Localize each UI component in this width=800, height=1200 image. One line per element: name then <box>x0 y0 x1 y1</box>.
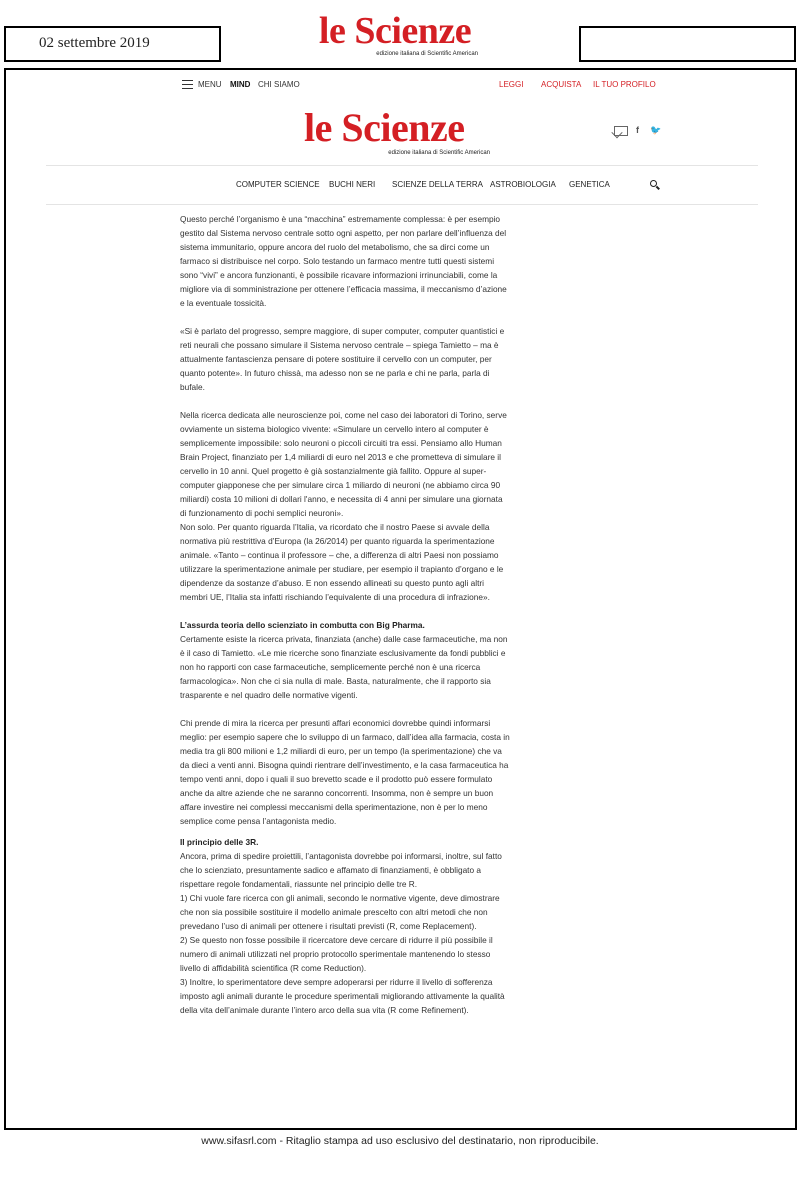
article-paragraph: Chi prende di mira la ricerca per presunti affari economici dovrebbe quindi informarsi meglio: per esempio sapere che lo sviluppo di un farmaco, dall’idea alla farmacia, costa in media tra gli 800 milioni e 1,2 miliardi di euro, per un tempo (la sperimentazione) che va da dieci a venti anni. Bisogna quindi rientrare dell’investimento, e la casa farmaceutica ha tempo venti anni, dopo i quali il suo brevetto scade e il prodotto può essere formulato anche da altre aziende che ne saranno concorrenti. Insomma, non è sempre un buon affare investire nei complessi meccanismi della sperimentazione, non è per lo meno semplice come pensa l’antagonista medio. <box>180 718 510 826</box>
category-genetica[interactable]: GENETICA <box>569 180 610 189</box>
article-paragraph: Certamente esiste la ricerca privata, finanziata (anche) dalle case farmaceutiche, ma non è il caso di Tamietto. «Le mie ricerche sono finanziate esclusivamente da fondi pubblici e non ho rapporti con case farmaceutiche, semplicemente perché non è una ricerca farmacologica». Non che ci sia nulla di male. Basta, naturalmente, che il rapporto sia trasparente e nel quadro delle normative vigenti. <box>180 634 508 700</box>
facebook-icon[interactable]: f <box>636 125 639 135</box>
profile-link[interactable]: IL TUO PROFILO <box>593 80 656 89</box>
twitter-icon[interactable]: 🐦 <box>650 125 662 135</box>
header-divider-top <box>46 165 758 166</box>
article-body <box>180 212 510 1017</box>
hamburger-menu-icon[interactable] <box>182 80 193 89</box>
clipping-empty-box <box>579 26 796 62</box>
clipping-logo-tagline: edizione italiana di Scientific American <box>376 51 478 57</box>
category-astrobiologia[interactable]: ASTROBIOLOGIA <box>490 180 556 189</box>
article-paragraph: «Si è parlato del progresso, sempre maggiore, di super computer, computer quantistici e reti neurali che possano simulare il Sistema nervoso centrale – spiega Tamietto – ma è attualmente fantascienza pensare di potere sostituire il cervello con un computer, per quanto potente». In futuro chissà, ma adesso non se ne parla e chi ne parla, parla di bufale. <box>180 326 505 392</box>
leggi-link[interactable]: LEGGI <box>499 80 524 89</box>
article-paragraph: Questo perché l’organismo è una “macchina” estremamente complessa: è per esempio gestito dal Sistema nervoso centrale sotto ogni aspetto, per non parlare dell’influenza del sistema immunitario, oppure ancora del ruolo del metabolismo, che sa dirci come un farmaco si distribuisce nel corpo. Solo testando un farmaco mentre tutti questi sistemi sono “vivi” e ancora funzionanti, è possibile ricavare informazioni irrinunciabili, come la migliore via di somministrazione per ottenere l’efficacia massima, il meccanismo d’azione e la eventuale tossicità. <box>180 214 507 308</box>
clipping-date-box <box>4 26 221 62</box>
article-paragraph: Ancora, prima di spedire proiettili, l’antagonista dovrebbe poi informarsi, inoltre, sul fatto che lo scienziato, presuntamente sadico e affamato di finanziamenti, è obbligato a rispettare regole fondamentali, riassunte nel principio delle tre R. <box>180 851 502 889</box>
mind-link[interactable]: MIND <box>230 80 251 89</box>
webpage-frame <box>4 68 797 1130</box>
clipping-logo-text: le Scienze <box>318 10 472 52</box>
article-paragraph: Non solo. Per quanto riguarda l’Italia, va ricordato che il nostro Paese si avvale della normativa più restrittiva d’Europa (la 26/2014) per quanto riguarda la sperimentazione animale. «Tanto – continua il professore – che, a differenza di altri Paesi non possiamo utilizzare la sperimentazione animale per studiare, per esempio il trapianto d’organo e le dipendenze da sostanze d’abuso. E non essendo allineati su questo punto agli altri membri UE, l’Italia sta infatti rischiando l’equivalente di una procedura di infrazione». <box>180 522 504 602</box>
article-paragraph: 1) Chi vuole fare ricerca con gli animali, secondo le normative vigente, deve dimostrare che non sia possibile sostituire il modello animale prescelto con altri metodi che non prevedano l’uso di animali per ottenere i risultati previsti (R, come Replacement). <box>180 893 500 931</box>
category-computer-science[interactable]: COMPUTER SCIENCE <box>236 180 320 189</box>
site-logo-tagline: edizione italiana di Scientific American <box>388 150 490 156</box>
article-paragraph: Nella ricerca dedicata alle neuroscienze poi, come nel caso dei laboratori di Torino, serve ovviamente un sistema biologico vivente: «Simulare un cervello intero al computer è semplicemente impossibile: solo neuroni o piccoli circuiti tra essi. Pensiamo allo Human Brain Project, finanziato per 1,4 miliardi di euro nel 2013 e che prometteva di simulare il cervello in 10 anni. Quel progetto è già sostanzialmente già fallito. Oppure al super-computer giapponese che per simulare circa 1 miliardo di neuroni (ne abbiamo circa 90 miliardi) costa 10 milioni di dollari l'anno, e necessita di 4 anni per simulare una giornata di funzionamento di pochi semplici neuroni». <box>180 410 507 518</box>
category-scienze-della-terra[interactable]: SCIENZE DELLA TERRA <box>392 180 483 189</box>
search-icon[interactable] <box>650 180 657 187</box>
site-logo-text: le Scienze <box>304 105 465 150</box>
menu-link[interactable]: MENU <box>198 80 222 89</box>
clipping-footer: www.sifasrl.com - Ritaglio stampa ad uso esclusivo del destinatario, non riproducibile. <box>201 1135 599 1147</box>
clipping-logo <box>300 12 490 57</box>
section-heading: Il principio delle 3R. <box>180 837 259 847</box>
article-paragraph: 3) Inoltre, lo sperimentatore deve sempre adoperarsi per ridurre il livello di sofferenza imposto agli animali durante le procedure sperimentali migliorando attivamente la qualità della vita dell’animale durante l’intero arco della sua vita (R come Refinement). <box>180 977 505 1015</box>
section-heading: L’assurda teoria dello scienziato in combutta con Big Pharma. <box>180 620 425 630</box>
acquista-link[interactable]: ACQUISTA <box>541 80 582 89</box>
chi-siamo-link[interactable]: CHI SIAMO <box>258 80 300 89</box>
category-buchi-neri[interactable]: BUCHI NERI <box>329 180 376 189</box>
clipping-date: 02 settembre 2019 <box>39 35 150 51</box>
header-divider-bottom <box>46 204 758 205</box>
site-logo[interactable] <box>304 105 498 156</box>
mail-icon[interactable] <box>614 126 628 136</box>
top-navigation <box>182 78 656 94</box>
article-paragraph: 2) Se questo non fosse possibile il ricercatore deve cercare di ridurre il più possibile il numero di animali utilizzati nel proprio protocollo sperimentale mantenendo lo stesso livello di affidabilità scientifica (R come Reduction). <box>180 935 493 973</box>
